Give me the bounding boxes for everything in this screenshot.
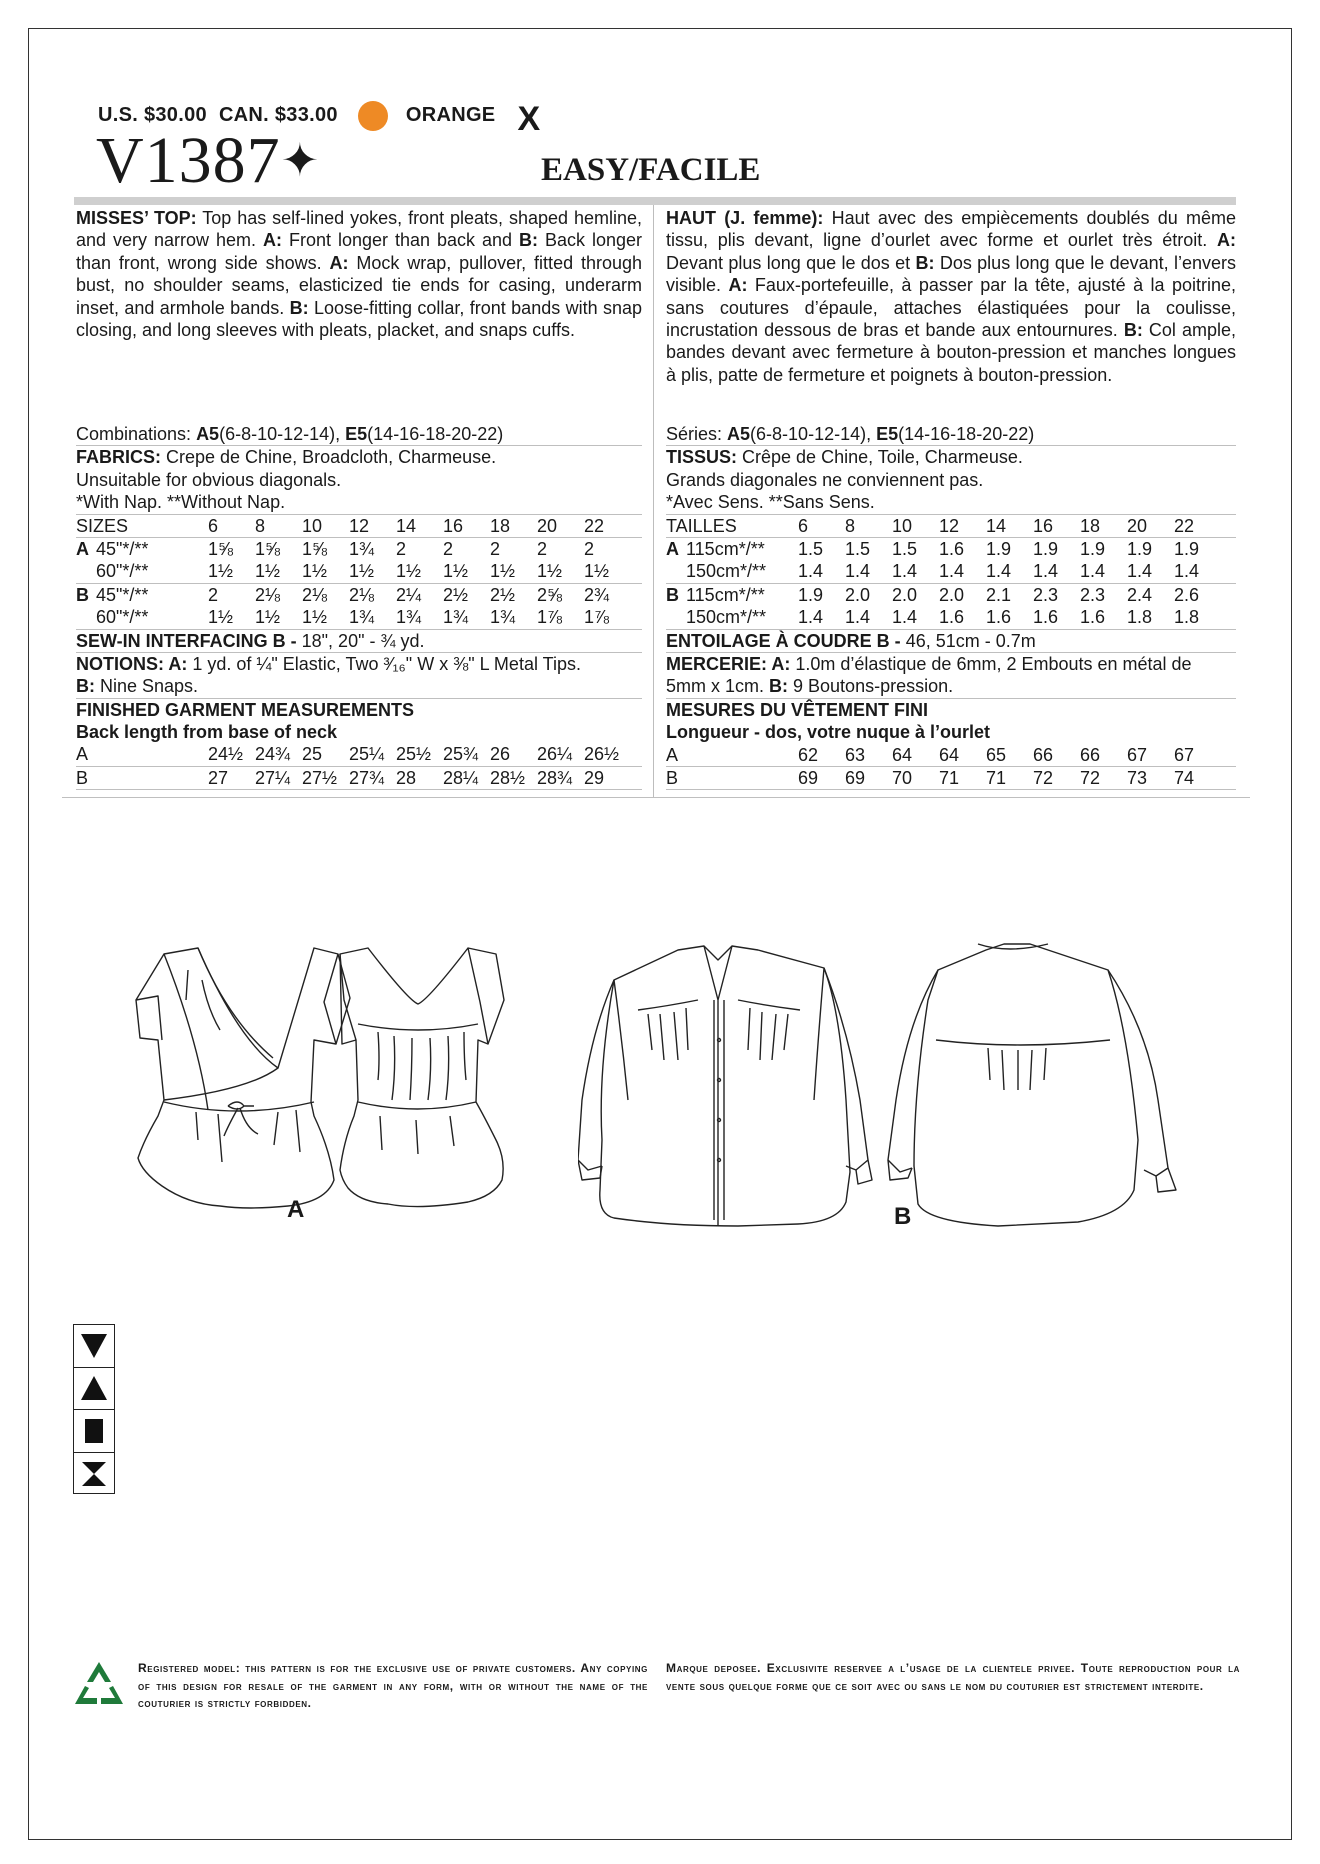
- french-column: [666, 207, 1236, 790]
- pattern-symbols: [73, 1324, 115, 1494]
- text-run: A5: [196, 424, 220, 444]
- table-cell: 1.8: [1127, 607, 1153, 628]
- table-cell: 1⅞: [537, 607, 563, 628]
- view-b-label: B: [894, 1203, 912, 1230]
- notions-fr: [666, 653, 1236, 698]
- row-label: B: [666, 767, 679, 788]
- table-cell: 25¼: [349, 744, 385, 765]
- table-cell: 1.9: [798, 584, 824, 605]
- column-divider: [653, 205, 654, 797]
- table-cell: 26½: [584, 744, 620, 765]
- table-cell: 1.5: [892, 538, 918, 559]
- table-cell: 2.1: [986, 584, 1012, 605]
- table-cell: 1.6: [1033, 607, 1059, 628]
- nap-note-fr: *Avec Sens. **Sans Sens.: [666, 492, 875, 513]
- table-cell: 1¾: [490, 607, 516, 628]
- text-run: (14-16-18-20-22): [367, 424, 504, 444]
- text-run: Devant plus long que le dos et: [666, 252, 916, 273]
- table-cell: 2⅛: [255, 584, 281, 605]
- table-cell: 1½: [537, 561, 563, 582]
- us-price: U.S. $30.00: [98, 104, 207, 126]
- fabrics-fr: [666, 446, 1236, 468]
- table-cell: 22: [584, 515, 605, 536]
- table-cell: 67: [1174, 744, 1195, 765]
- text-run: 46, 51cm - 0.7m: [900, 630, 1036, 651]
- text-run: ENTOILAGE À COUDRE B -: [666, 630, 901, 651]
- description-fr: [666, 207, 1236, 423]
- table-cell: 1.4: [892, 607, 918, 628]
- table-cell: 1.6: [939, 538, 965, 559]
- table-row: [76, 743, 642, 765]
- table-cell: 18: [1080, 515, 1101, 536]
- text-run: Crêpe de Chine, Toile, Charmeuse.: [737, 447, 1023, 468]
- table-row: [666, 606, 1236, 628]
- text-run: A5: [727, 424, 751, 444]
- text-run: B:: [1123, 320, 1143, 341]
- text-run: TISSUS:: [666, 447, 738, 468]
- table-cell: 2: [537, 538, 548, 559]
- view-b-illustration: [578, 940, 1234, 1230]
- table-cell: 1⅝: [302, 538, 328, 559]
- table-cell: 25: [302, 744, 323, 765]
- table-row: [76, 606, 642, 628]
- triangle-up-icon: [79, 1374, 109, 1402]
- table-cell: 1.4: [1080, 561, 1106, 582]
- text-run: MISSES’ TOP:: [76, 208, 197, 228]
- text-run: Nine Snaps.: [95, 676, 199, 697]
- text-run: Crepe de Chine, Broadcloth, Charmeuse.: [161, 447, 497, 468]
- table-cell: 2.0: [892, 584, 918, 605]
- table-cell: 64: [939, 744, 960, 765]
- table-cell: 70: [892, 767, 913, 788]
- divider: [76, 789, 642, 790]
- back-length-title-en: Back length from base of neck: [76, 722, 338, 743]
- notions-en: [76, 653, 642, 675]
- table-cell: 1¾: [349, 538, 375, 559]
- row-label: B 115cm*/**: [666, 584, 765, 605]
- view-a-label: A: [287, 1196, 305, 1223]
- table-cell: 2: [208, 584, 219, 605]
- combinations-fr: [666, 423, 1236, 445]
- interfacing-fr: [666, 630, 1236, 652]
- table-cell: 2¼: [396, 584, 422, 605]
- table-cell: 2: [396, 538, 407, 559]
- text-run: Front longer than back and: [281, 230, 519, 251]
- table-cell: 14: [396, 515, 417, 536]
- table-cell: 1.5: [845, 538, 871, 559]
- text-run: A:: [329, 252, 349, 273]
- text-run: HAUT (J. femme):: [666, 208, 824, 228]
- text-run: Top has self-lined yokes, front pleats, shaped hemline, and very narrow hem.: [76, 208, 642, 251]
- text-run: (6-8-10-12-14),: [750, 424, 877, 444]
- table-cell: 28¼: [443, 767, 479, 788]
- header-divider-bar: [74, 197, 1236, 205]
- row-label: 150cm*/**: [686, 561, 767, 582]
- table-cell: 27½: [302, 767, 338, 788]
- table-cell: 2.6: [1174, 584, 1200, 605]
- symbol-cell: [74, 1368, 114, 1411]
- table-cell: 1¾: [349, 607, 375, 628]
- table-cell: 2.4: [1127, 584, 1153, 605]
- text-run: 1.0m d’élastique de 6mm, 2 Embouts en métal de 5mm x 1cm.: [666, 653, 1192, 697]
- table-cell: 1½: [208, 561, 234, 582]
- table-cell: 2¾: [584, 584, 610, 605]
- table-cell: 67: [1127, 744, 1148, 765]
- table-cell: 28½: [490, 767, 526, 788]
- text-run: 18", 20" - ¾ yd.: [296, 630, 425, 651]
- table-cell: 1½: [396, 561, 422, 582]
- text-run: SEW-IN INTERFACING B -: [76, 630, 297, 651]
- unsuitable-en: Unsuitable for obvious diagonals.: [76, 469, 342, 490]
- text-run: Faux-portefeuille, à passer par la tête, ajusté à la poitrine, sans coutures d’épaule, attaches élastiquées pour la coulisse, incrustation dessous de bras et bande aux entournures.: [666, 275, 1236, 341]
- text-run: FABRICS:: [76, 447, 161, 468]
- row-label: B 45"*/**: [76, 584, 149, 605]
- interfacing-en: [76, 630, 642, 652]
- table-cell: 72: [1033, 767, 1054, 788]
- row-label: A: [76, 744, 89, 765]
- yardage-table-en: [76, 538, 642, 630]
- table-cell: 63: [845, 744, 866, 765]
- table-cell: 26: [490, 744, 511, 765]
- table-cell: 1¾: [443, 607, 469, 628]
- x-mark: X: [517, 100, 541, 138]
- table-cell: 16: [1033, 515, 1054, 536]
- table-cell: 2½: [443, 584, 469, 605]
- table-cell: 2: [584, 538, 595, 559]
- table-cell: 1.4: [986, 561, 1012, 582]
- unsuitable-fr: Grands diagonales ne conviennent pas.: [666, 469, 984, 490]
- table-cell: 18: [490, 515, 511, 536]
- text-run: Combinations:: [76, 424, 197, 444]
- square-icon: [79, 1416, 109, 1446]
- text-run: B:: [289, 297, 309, 318]
- english-column: [76, 207, 642, 790]
- text-run: Mock wrap, pullover, fitted through bust, no shoulder seams, elasticized tie ends for casing, underarm inset, and armhole bands.: [76, 252, 643, 318]
- symbol-cell: [74, 1410, 114, 1453]
- table-cell: 29: [584, 767, 605, 788]
- table-cell: 28¾: [537, 767, 573, 788]
- table-cell: 24¾: [255, 744, 291, 765]
- description-en: [76, 207, 642, 423]
- table-cell: 2: [443, 538, 454, 559]
- table-cell: 69: [798, 767, 819, 788]
- table-cell: 1½: [443, 561, 469, 582]
- legal-notice-fr: Marque deposee. Exclusivite reservee a l’usage de la clientele privee. Toute reproduction pour la vente sous quelque forme que ce soit avec ou sans le nom du couturier est strictement interdite.: [666, 1661, 1240, 1693]
- table-cell: 1⅝: [255, 538, 281, 559]
- table-cell: 71: [939, 767, 960, 788]
- table-cell: 1½: [584, 561, 610, 582]
- pattern-number: [96, 124, 321, 197]
- table-cell: 6: [798, 515, 809, 536]
- table-cell: 62: [798, 744, 819, 765]
- table-cell: 2: [490, 538, 501, 559]
- table-cell: 26¼: [537, 744, 573, 765]
- table-cell: 1¾: [396, 607, 422, 628]
- table-cell: 1.4: [845, 561, 871, 582]
- symbol-cell: [74, 1325, 114, 1368]
- view-a-back: [340, 948, 504, 1207]
- text-run: E5: [345, 424, 368, 444]
- sizes-row-en: [76, 515, 642, 537]
- finished-title-en: FINISHED GARMENT MEASUREMENTS: [76, 699, 415, 720]
- table-cell: 20: [537, 515, 558, 536]
- sizes-label: SIZES: [76, 515, 129, 536]
- table-cell: 25½: [396, 744, 432, 765]
- table-cell: 24½: [208, 744, 244, 765]
- divider: [666, 789, 1236, 790]
- text-run: Back longer than front, wrong side shows.: [76, 230, 642, 273]
- row-label: 150cm*/**: [686, 607, 767, 628]
- table-cell: 1.6: [1080, 607, 1106, 628]
- text-run: B:: [769, 676, 789, 697]
- triangle-down-icon: [79, 1332, 109, 1360]
- view-a-illustration: [128, 940, 538, 1210]
- table-cell: 1.4: [845, 607, 871, 628]
- table-cell: 1.8: [1174, 607, 1200, 628]
- table-cell: 2½: [490, 584, 516, 605]
- table-cell: 71: [986, 767, 1007, 788]
- text-run: MERCERIE: A:: [666, 653, 791, 674]
- color-name: ORANGE: [405, 104, 496, 126]
- table-cell: 2.3: [1080, 584, 1106, 605]
- sizes-row-fr: [666, 515, 1236, 537]
- table-cell: 27: [208, 767, 229, 788]
- table-cell: 12: [939, 515, 960, 536]
- table-row: [76, 560, 642, 582]
- sizes-cells: [208, 515, 631, 537]
- table-cell: 66: [1033, 744, 1054, 765]
- row-label: A 45"*/**: [76, 538, 149, 559]
- table-cell: 2.3: [1033, 584, 1059, 605]
- table-cell: 1.4: [798, 561, 824, 582]
- section-divider: [62, 797, 1250, 798]
- row-label: A: [666, 744, 679, 765]
- table-row: [666, 767, 1236, 789]
- symbol-cell: [74, 1453, 114, 1496]
- table-cell: 66: [1080, 744, 1101, 765]
- table-row: [666, 584, 1236, 606]
- table-cell: 2⅝: [537, 584, 563, 605]
- color-dot-icon: [358, 101, 388, 131]
- text-run: Haut avec des empiècements doublés du même tissu, plis devant, ligne d’ourlet avec forme et ourlet très étroit.: [666, 208, 1236, 251]
- text-run: NOTIONS: A:: [76, 653, 188, 674]
- yardage-table-fr: [666, 538, 1236, 630]
- table-cell: 1.9: [1174, 538, 1200, 559]
- view-b-back: [914, 944, 1138, 1226]
- text-run: Dos plus long que le devant, l’envers visible.: [666, 252, 1237, 296]
- table-cell: 2⅛: [349, 584, 375, 605]
- finished-title-fr: MESURES DU VÊTEMENT FINI: [666, 699, 929, 720]
- table-cell: 27¼: [255, 767, 291, 788]
- text-run: B:: [915, 252, 935, 273]
- table-cell: 1.9: [986, 538, 1012, 559]
- view-b-front: [600, 946, 850, 1226]
- table-cell: 12: [349, 515, 370, 536]
- table-cell: 16: [443, 515, 464, 536]
- table-cell: 8: [845, 515, 856, 536]
- table-row: [666, 538, 1236, 560]
- text-run: A:: [262, 230, 282, 251]
- text-run: B:: [518, 230, 538, 251]
- text-run: E5: [876, 424, 899, 444]
- table-cell: 1.9: [1033, 538, 1059, 559]
- table-cell: 1.4: [1033, 561, 1059, 582]
- table-cell: 10: [302, 515, 323, 536]
- star-icon: ✦: [280, 135, 321, 186]
- text-run: Loose-fitting collar, front bands with snap closing, and long sleeves with pleats, placket, and snaps cuffs.: [76, 297, 642, 341]
- measurements-table-fr: [666, 744, 1236, 791]
- text-run: A:: [1217, 230, 1236, 251]
- table-cell: 1.9: [1080, 538, 1106, 559]
- difficulty-label: EASY/FACILE: [541, 152, 761, 188]
- table-cell: 2.0: [845, 584, 871, 605]
- table-cell: 1.4: [939, 561, 965, 582]
- row-label: 60"*/**: [96, 561, 149, 582]
- row-label: 60"*/**: [96, 607, 149, 628]
- can-price: CAN. $33.00: [218, 104, 338, 126]
- table-cell: 25¾: [443, 744, 479, 765]
- table-cell: 1½: [349, 561, 375, 582]
- text-run: Col ample, bandes devant avec fermeture à bouton-pression et manches longues à plis, patte de fermeture et poignets à bouton-pression.: [666, 320, 1236, 385]
- table-row: [76, 584, 642, 606]
- table-cell: 72: [1080, 767, 1101, 788]
- hourglass-icon: [79, 1459, 109, 1489]
- table-cell: 1⅝: [208, 538, 234, 559]
- nap-note-en: *With Nap. **Without Nap.: [76, 492, 286, 513]
- table-cell: 74: [1174, 767, 1195, 788]
- text-run: A:: [728, 275, 748, 296]
- legal-notice-en: Registered model: this pattern is for the exclusive use of private customers. Any copying of this design for resale of the garment in any form, with or without the name of the couturier is strictly forbidden.: [138, 1661, 648, 1710]
- table-cell: 22: [1174, 515, 1195, 536]
- table-cell: 2.0: [939, 584, 965, 605]
- table-cell: 1.6: [986, 607, 1012, 628]
- table-cell: 6: [208, 515, 219, 536]
- table-cell: 1⅞: [584, 607, 610, 628]
- table-cell: 1.6: [939, 607, 965, 628]
- table-cell: 1½: [208, 607, 234, 628]
- table-cell: 1.4: [1174, 561, 1200, 582]
- table-row: [666, 744, 1236, 766]
- table-cell: 1.4: [798, 607, 824, 628]
- table-cell: 73: [1127, 767, 1148, 788]
- table-cell: 1½: [255, 561, 281, 582]
- table-cell: 1.4: [1127, 561, 1153, 582]
- table-cell: 28: [396, 767, 417, 788]
- table-cell: 14: [986, 515, 1007, 536]
- table-cell: 1½: [255, 607, 281, 628]
- text-run: 9 Boutons-pression.: [788, 676, 954, 697]
- table-cell: 27¾: [349, 767, 385, 788]
- row-label: B: [76, 767, 89, 788]
- text-run: Séries:: [666, 424, 728, 444]
- recycle-icon: [73, 1660, 125, 1710]
- combinations-en: [76, 423, 642, 445]
- text-run: 1 yd. of ¼" Elastic, Two ³⁄₁₆" W x ⅜" L Metal Tips.: [187, 653, 581, 674]
- table-row: [76, 767, 642, 789]
- table-cell: 1.5: [798, 538, 824, 559]
- view-a-front: [136, 948, 350, 1208]
- table-cell: 2⅛: [302, 584, 328, 605]
- table-cell: 69: [845, 767, 866, 788]
- table-cell: 1½: [302, 607, 328, 628]
- fabrics-en: [76, 446, 642, 468]
- table-cell: 10: [892, 515, 913, 536]
- table-cell: 1.9: [1127, 538, 1153, 559]
- table-cell: 1½: [490, 561, 516, 582]
- sizes-cells: [798, 515, 1221, 537]
- table-cell: 65: [986, 744, 1007, 765]
- text-run: (6-8-10-12-14),: [219, 424, 346, 444]
- text-run: B:: [76, 676, 95, 697]
- measurements-table-en: [76, 743, 642, 790]
- text-run: (14-16-18-20-22): [898, 424, 1035, 444]
- table-row: [76, 538, 642, 560]
- table-row: [666, 560, 1236, 582]
- table-cell: 1.4: [892, 561, 918, 582]
- table-cell: 20: [1127, 515, 1148, 536]
- notions-b-en: [76, 675, 642, 697]
- back-length-title-fr: Longueur - dos, votre nuque à l’ourlet: [666, 722, 991, 743]
- pattern-number-text: V1387: [96, 124, 281, 197]
- table-cell: 64: [892, 744, 913, 765]
- row-label: A 115cm*/**: [666, 538, 765, 559]
- table-cell: 8: [255, 515, 266, 536]
- table-cell: 1½: [302, 561, 328, 582]
- sizes-label: TAILLES: [666, 515, 737, 536]
